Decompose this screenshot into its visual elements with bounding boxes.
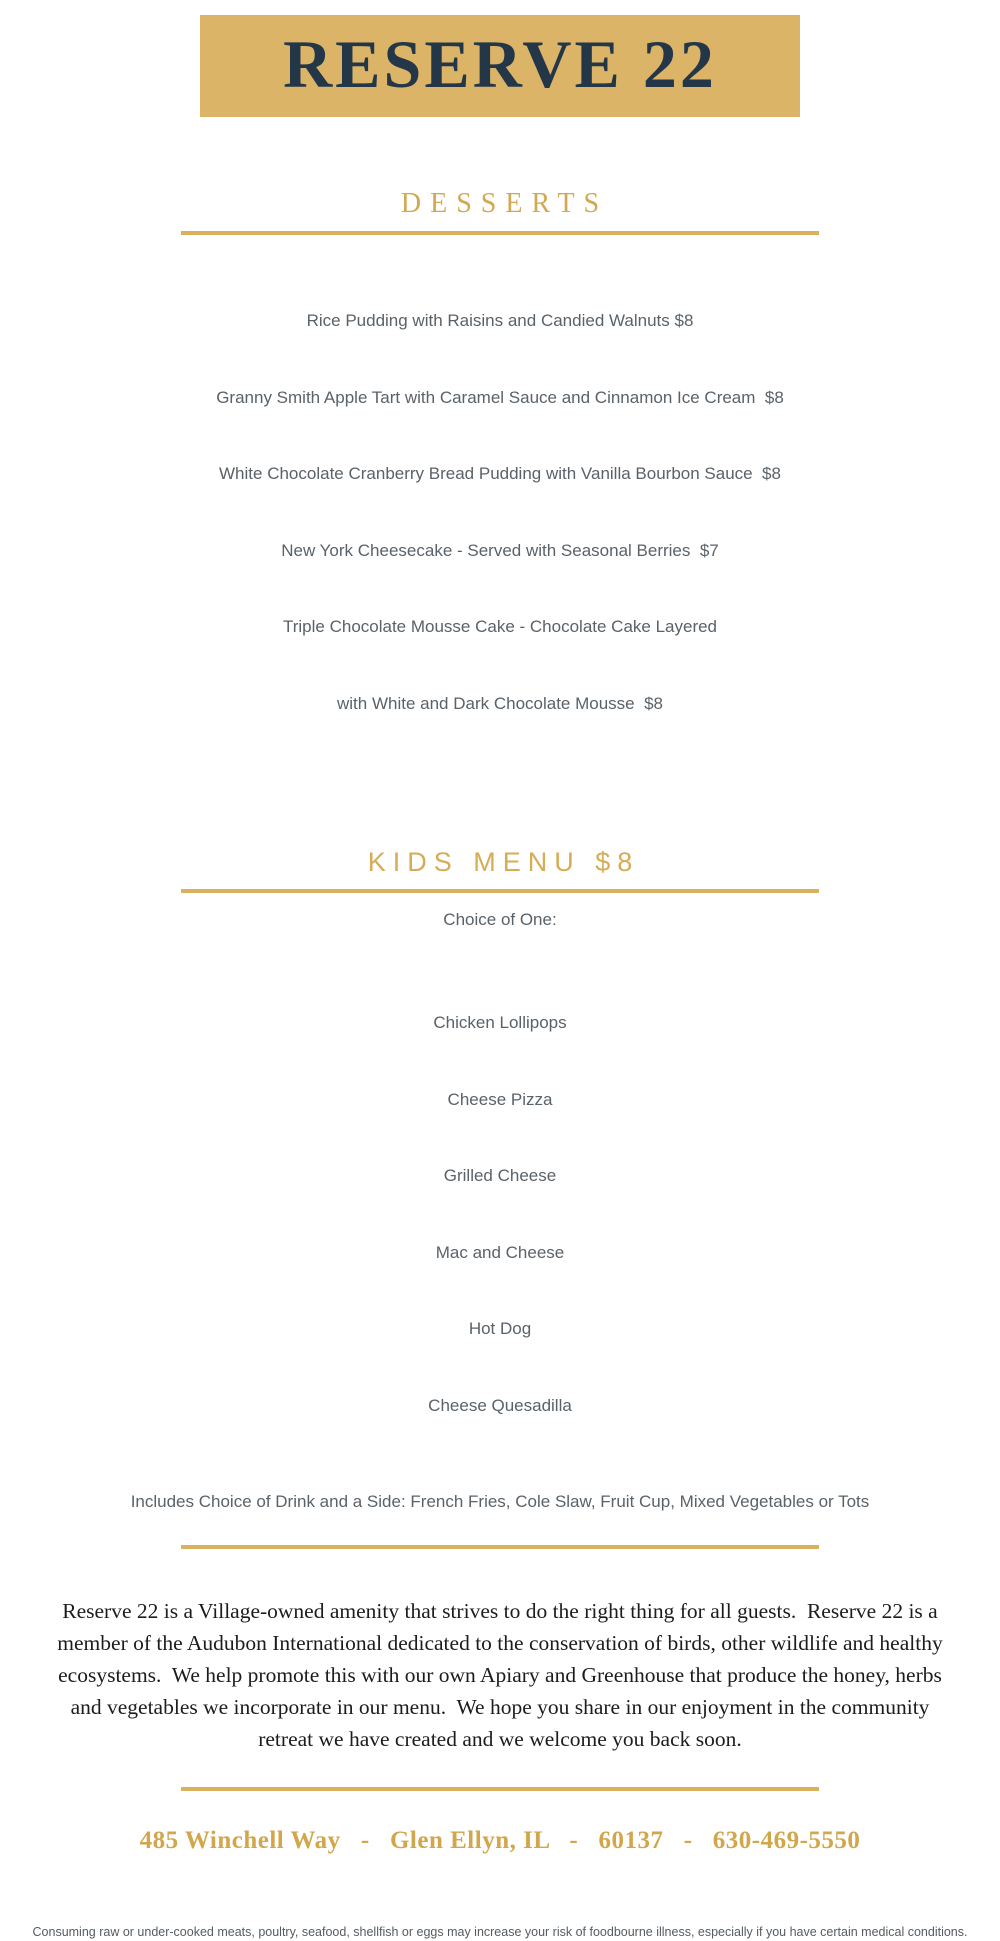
contact-address-line: 485 Winchell Way - Glen Ellyn, IL - 60137 - 630-469-5550 <box>139 1827 861 1854</box>
dessert-item: Granny Smith Apple Tart with Caramel Sauce and Cinnamon Ice Cream $8 <box>216 387 784 407</box>
kids-item: Mac and Cheese <box>435 1242 565 1262</box>
kids-item: Chicken Lollipops <box>433 1013 567 1032</box>
about-paragraph: Reserve 22 is a Village-owned amenity that strives to do the right thing for all guests. Reserve 22 is a member of the Audubon International dedicated to the conservation of birds, other wildlife and healthy ecosystems. We help promote this with our own Apiary and Greenhouse that produce the honey, herbs and vegetables we incorporate in our menu. We hope you share in our enjoyment in the community retreat we have created and we welcome you back soon. <box>57 1599 949 1751</box>
kids-menu-divider <box>181 889 819 893</box>
kids-includes-note: Includes Choice of Drink and a Side: French Fries, Cole Slaw, Fruit Cup, Mixed Vegetables or Tots <box>130 1492 870 1511</box>
kids-item: Cheese Pizza <box>447 1089 553 1109</box>
kids-item: Grilled Cheese <box>443 1166 557 1185</box>
dessert-item: Triple Chocolate Mousse Cake - Chocolate Cake Layered <box>282 617 718 636</box>
section-divider <box>181 1545 819 1549</box>
dessert-item: Rice Pudding with Raisins and Candied Walnuts $8 <box>306 311 694 330</box>
menu-page <box>0 15 1000 1939</box>
kids-menu-subheading: Choice of One: <box>443 910 557 929</box>
kids-item: Cheese Quesadilla <box>428 1395 572 1415</box>
kids-item: Hot Dog <box>468 1319 532 1338</box>
kids-menu-section <box>0 845 1000 1515</box>
desserts-section <box>0 187 1000 767</box>
header-banner <box>200 15 800 117</box>
health-disclaimer: Consuming raw or under-cooked meats, poultry, seafood, shellfish or eggs may increase your risk of foodbourne illness, especially if you have certain medical conditions. <box>32 1925 968 1939</box>
desserts-divider <box>181 231 819 235</box>
desserts-heading: DESSERTS <box>400 188 609 219</box>
desserts-list <box>0 257 1000 767</box>
kids-menu-list <box>0 959 1000 1469</box>
restaurant-title: RESERVE 22 <box>283 26 717 102</box>
kids-menu-heading: KIDS MENU $8 <box>367 847 640 877</box>
dessert-item: White Chocolate Cranberry Bread Pudding with Vanilla Bourbon Sauce $8 <box>219 464 781 483</box>
dessert-item: with White and Dark Chocolate Mousse $8 <box>337 693 663 713</box>
footer-divider <box>181 1787 819 1791</box>
dessert-item: New York Cheesecake - Served with Seasonal Berries $7 <box>281 540 719 560</box>
